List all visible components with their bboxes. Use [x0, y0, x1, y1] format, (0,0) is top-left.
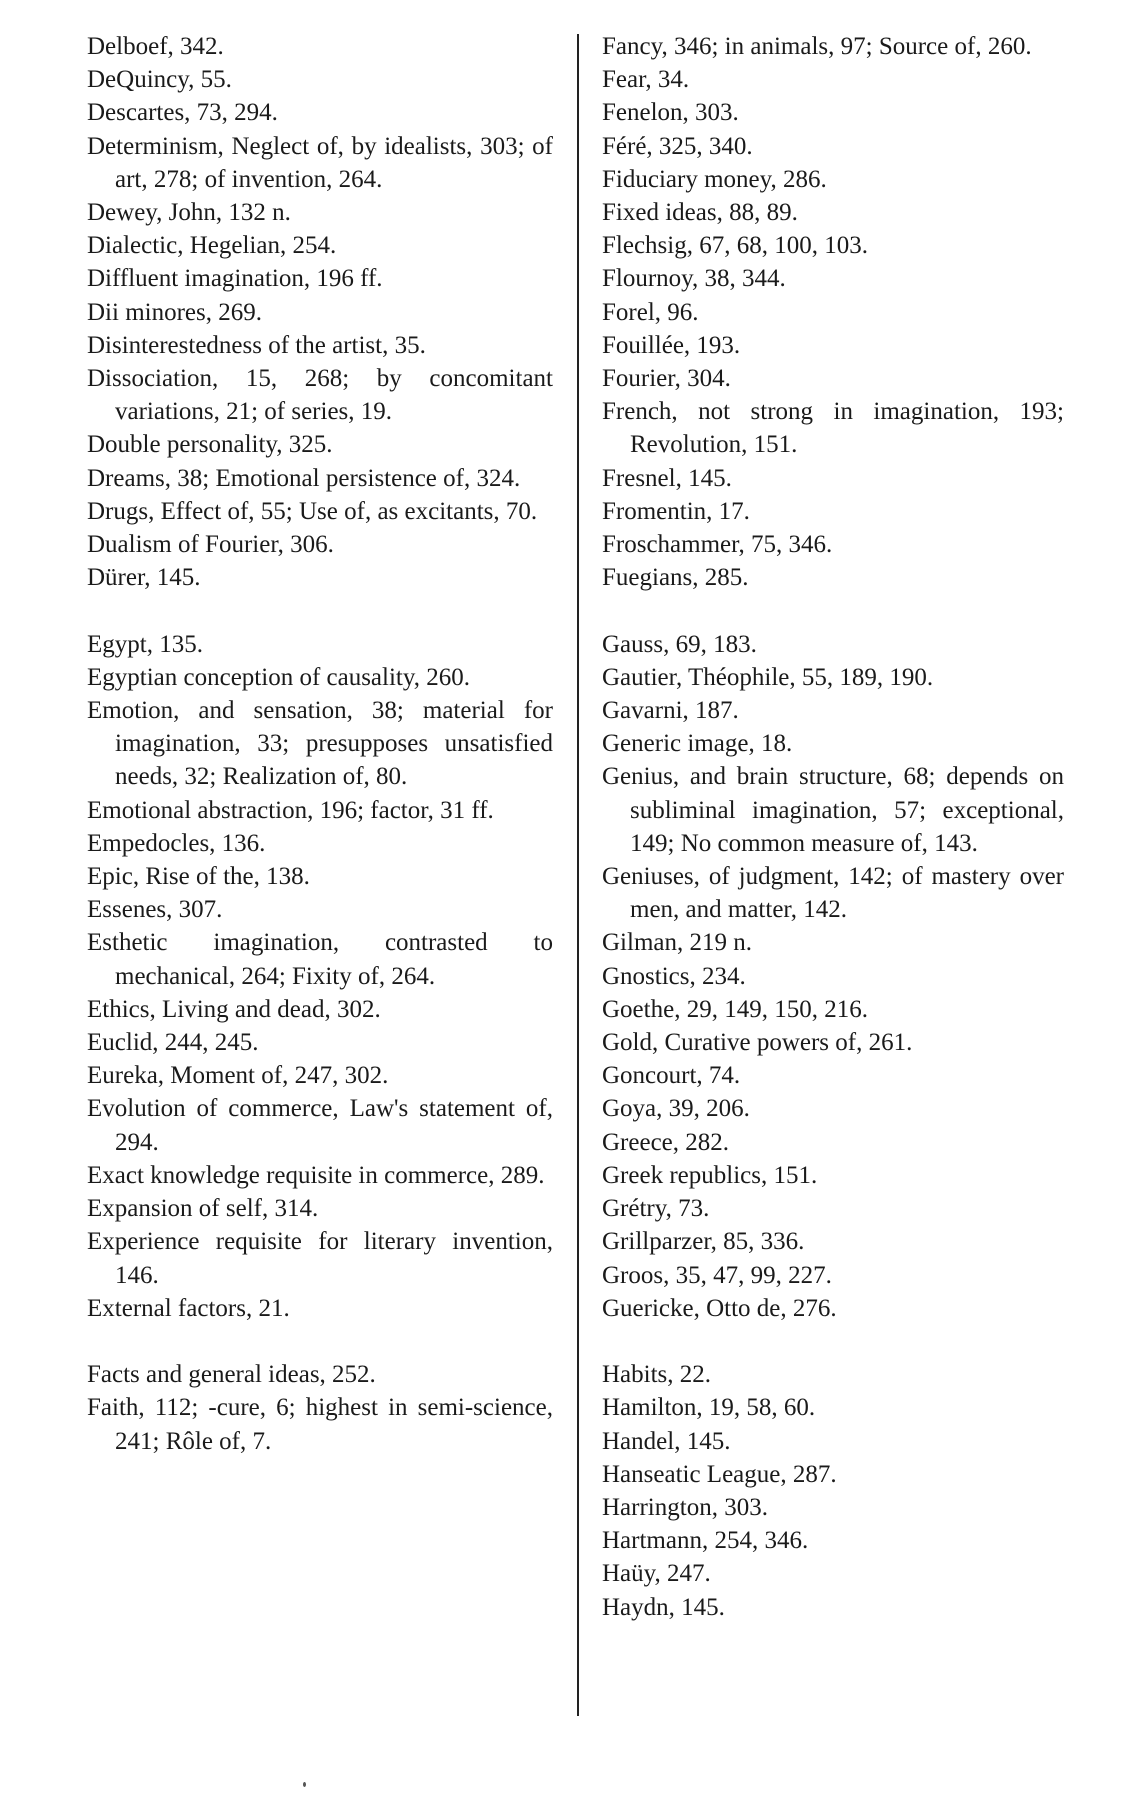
index-entry: Fresnel, 145.: [602, 464, 732, 492]
index-entry: Hanseatic League, 287.: [602, 1460, 837, 1488]
index-entry: Goya, 39, 206.: [602, 1095, 750, 1123]
index-entry: Groos, 35, 47, 99, 227.: [602, 1261, 832, 1289]
index-entry: Fiduciary money, 286.: [602, 165, 827, 193]
index-entry: Hamilton, 19, 58, 60.: [602, 1394, 816, 1422]
index-entry: Diffluent imagination, 196 ff.: [87, 265, 383, 293]
index-entry: Geniuses, of judgment, 142; of mastery over men, and matter, 142.: [602, 863, 1064, 924]
index-entry: Gold, Curative powers of, 261.: [602, 1029, 913, 1057]
index-entry: Empedocles, 136.: [87, 829, 266, 857]
index-entry: Esthetic imagination, contrasted to mechanical, 264; Fixity of, 264.: [87, 929, 553, 990]
index-entry: Goethe, 29, 149, 150, 216.: [602, 995, 868, 1023]
index-entry: Forel, 96.: [602, 298, 699, 326]
index-entry: Eureka, Moment of, 247, 302.: [87, 1062, 389, 1090]
index-entry: Haüy, 247.: [602, 1560, 711, 1588]
index-entry: Habits, 22.: [602, 1361, 712, 1389]
section-gap: [602, 1325, 1064, 1358]
index-entry: Gnostics, 234.: [602, 962, 746, 990]
index-entry: Fenelon, 303.: [602, 99, 739, 127]
index-column-left: [87, 30, 553, 1458]
index-entry: Delboef, 342.: [87, 33, 224, 60]
index-entry: Fixed ideas, 88, 89.: [602, 199, 798, 227]
index-entry: Experience requisite for literary invention, 146.: [87, 1228, 553, 1289]
index-entry: Fear, 34.: [602, 66, 690, 94]
index-entry: Handel, 145.: [602, 1427, 731, 1455]
index-entry: Faith, 112; -cure, 6; highest in semi-science, 241; Rôle of, 7.: [87, 1394, 553, 1455]
index-entry: Drugs, Effect of, 55; Use of, as excitants, 70.: [87, 497, 538, 525]
index-entry: Dürer, 145.: [87, 564, 201, 592]
index-entry: Dreams, 38; Emotional persistence of, 324.: [87, 464, 521, 492]
index-entry: Froschammer, 75, 346.: [602, 531, 833, 559]
index-entry: Descartes, 73, 294.: [87, 99, 278, 127]
index-entry: Goncourt, 74.: [602, 1062, 741, 1090]
index-entry: Fancy, 346; in animals, 97; Source of, 260.: [602, 33, 1032, 60]
index-entry: Emotion, and sensation, 38; material for imagination, 33; presupposes unsatisfied needs, 32; Realization of, 80.: [87, 697, 553, 791]
index-entry: Harrington, 303.: [602, 1493, 768, 1521]
index-entry: Gilman, 219 n.: [602, 929, 752, 957]
index-entry: Ethics, Living and dead, 302.: [87, 995, 381, 1023]
page-speck: [303, 1782, 306, 1787]
section-gap: [87, 594, 553, 627]
index-entry: Double personality, 325.: [87, 431, 333, 459]
index-entry: Dewey, John, 132 n.: [87, 199, 291, 227]
index-entry: Dialectic, Hegelian, 254.: [87, 232, 337, 260]
index-entry: Epic, Rise of the, 138.: [87, 863, 310, 891]
index-entry: Egyptian conception of causality, 260.: [87, 663, 470, 691]
index-entry: Flournoy, 38, 344.: [602, 265, 786, 293]
index-entry: Fuegians, 285.: [602, 564, 749, 592]
index-entry: Gautier, Théophile, 55, 189, 190.: [602, 663, 934, 691]
index-entry: Dualism of Fourier, 306.: [87, 531, 334, 559]
index-entry: Disinterestedness of the artist, 35.: [87, 331, 426, 359]
index-entry: Grillparzer, 85, 336.: [602, 1228, 805, 1256]
index-entry: Greece, 282.: [602, 1128, 730, 1156]
index-entry: Genius, and brain structure, 68; depends on subliminal imagination, 57; exceptional, 149; No common measure of, 143.: [602, 763, 1064, 857]
index-entry: Féré, 325, 340.: [602, 132, 753, 160]
index-entry: Gauss, 69, 183.: [602, 630, 757, 658]
index-entry: Fouillée, 193.: [602, 331, 741, 359]
index-entry: Exact knowledge requisite in commerce, 289.: [87, 1161, 545, 1189]
index-entry: Facts and general ideas, 252.: [87, 1361, 376, 1389]
index-entry: Determinism, Neglect of, by idealists, 303; of art, 278; of invention, 264.: [87, 132, 553, 193]
index-entry: Flechsig, 67, 68, 100, 103.: [602, 232, 868, 260]
index-entry: DeQuincy, 55.: [87, 66, 232, 94]
index-entry: Fourier, 304.: [602, 365, 731, 393]
index-entry: Generic image, 18.: [602, 730, 793, 758]
index-entry: Fromentin, 17.: [602, 497, 750, 525]
index-entry: Emotional abstraction, 196; factor, 31 ff.: [87, 796, 494, 824]
index-entry: Euclid, 244, 245.: [87, 1029, 259, 1057]
column-divider: [577, 34, 579, 1716]
index-entry: Greek republics, 151.: [602, 1161, 818, 1189]
section-gap: [602, 594, 1064, 627]
index-entry: External factors, 21.: [87, 1294, 290, 1322]
index-entry: Haydn, 145.: [602, 1593, 725, 1621]
index-entry: Expansion of self, 314.: [87, 1195, 319, 1223]
index-entry: Egypt, 135.: [87, 630, 203, 658]
index-entry: French, not strong in imagination, 193; Revolution, 151.: [602, 398, 1064, 459]
index-entry: Dissociation, 15, 268; by concomitant variations, 21; of series, 19.: [87, 365, 553, 426]
index-entry: Guericke, Otto de, 276.: [602, 1294, 837, 1322]
index-entry: Grétry, 73.: [602, 1195, 710, 1223]
section-gap: [87, 1325, 553, 1358]
index-entry: Hartmann, 254, 346.: [602, 1527, 809, 1555]
index-entry: Evolution of commerce, Law's statement of, 294.: [87, 1095, 553, 1156]
index-column-right: [602, 30, 1064, 1624]
index-entry: Gavarni, 187.: [602, 697, 739, 725]
index-entry: Dii minores, 269.: [87, 298, 262, 326]
index-entry: Essenes, 307.: [87, 896, 223, 924]
